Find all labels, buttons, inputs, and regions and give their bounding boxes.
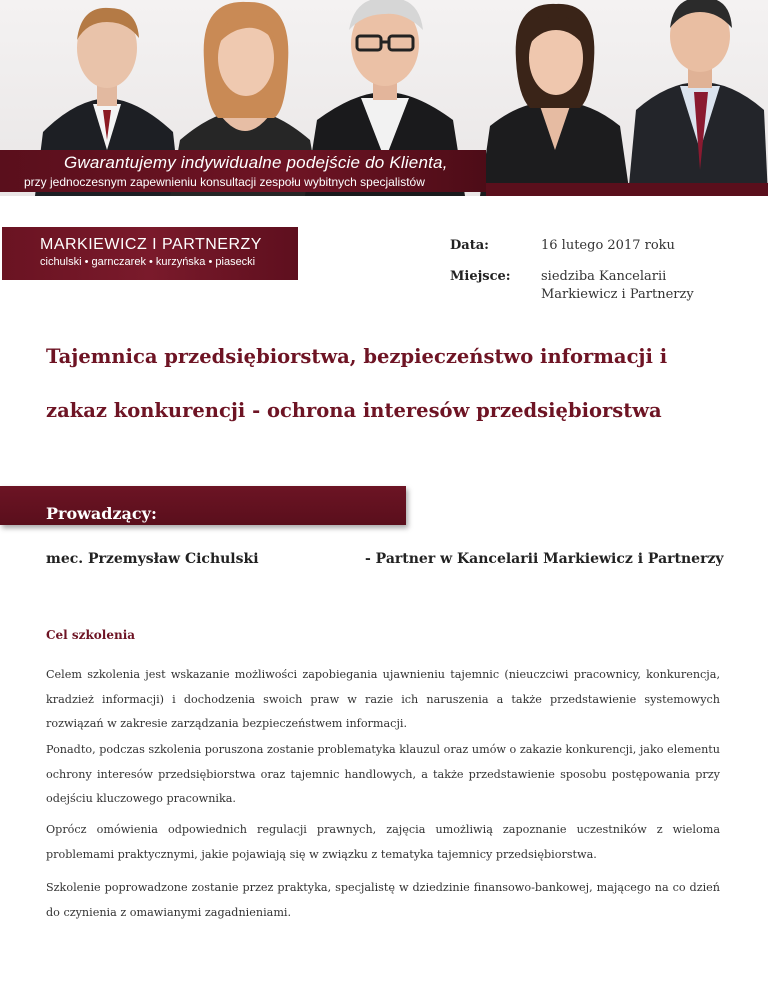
- place-value-line-1: siedziba Kancelarii: [541, 269, 667, 284]
- goal-paragraph-2: Ponadto, podczas szkolenia poruszona zostanie problematyka klauzul oraz umów o zakazie konkurencji, jako elementu ochrony interesów przedsiębiorstwa oraz tajemnic handlowych, a także przedstawienie sposobu postępowania przy odejściu kluczowego pracownika.: [46, 743, 720, 805]
- presenters-label: Prowadzący:: [46, 504, 157, 523]
- training-title-line-2: zakaz konkurencji - ochrona interesów przedsiębiorstwa: [46, 399, 662, 422]
- logo-firm-name: MARKIEWICZ I PARTNERZY: [40, 236, 262, 253]
- date-label: Data:: [450, 238, 489, 253]
- goal-paragraph-1: Celem szkolenia jest wskazanie możliwości zapobiegania ujawnieniu tajemnic (nieuczciwi pracownicy, konkurencja, kradzież informacji) i dochodzenia swoich praw w razie ich naruszenia a także przedstawienie systemowych rozwiązań w zakresie zarządzania bezpieczeństwem informacji.: [46, 668, 720, 730]
- date-value: 16 lutego 2017 roku: [541, 238, 675, 253]
- banner-bottom-strip: [486, 183, 768, 196]
- header-banner: [0, 0, 768, 196]
- tagline-line-2: przy jednoczesnym zapewnieniu konsultacji zespołu wybitnych specjalistów: [24, 175, 425, 189]
- goal-paragraph-3: Oprócz omówienia odpowiednich regulacji prawnych, zajęcia umożliwią zapoznanie uczestników z wieloma problemami praktycznymi, jakie pojawiają się w związku z tematyka tajemnicy przedsiębiorstwa.: [46, 823, 720, 861]
- place-label: Miejsce:: [450, 269, 511, 284]
- presenter-role: - Partner w Kancelarii Markiewicz i Partnerzy: [365, 551, 724, 567]
- firm-logo: [2, 227, 298, 280]
- presenter-name: mec. Przemysław Cichulski: [46, 551, 259, 567]
- tagline-banner: [0, 150, 486, 192]
- place-value-line-2: Markiewicz i Partnerzy: [541, 287, 694, 302]
- goal-heading: Cel szkolenia: [46, 628, 136, 642]
- goal-paragraph-4: Szkolenie poprowadzone zostanie przez praktyka, specjalistę w dziedzinie finansowo-bankowej, mającego na co dzień do czynienia z omawianymi zagadnieniami.: [46, 881, 720, 919]
- team-photo-woman-2: [480, 0, 630, 196]
- logo-partners: cichulski • garnczarek • kurzyńska • piasecki: [40, 256, 256, 268]
- team-photo-man-3: [628, 0, 768, 196]
- tagline-line-1: Gwarantujemy indywidualne podejście do Klienta,: [64, 153, 448, 172]
- training-title-line-1: Tajemnica przedsiębiorstwa, bezpieczeństwo informacji i: [46, 345, 668, 368]
